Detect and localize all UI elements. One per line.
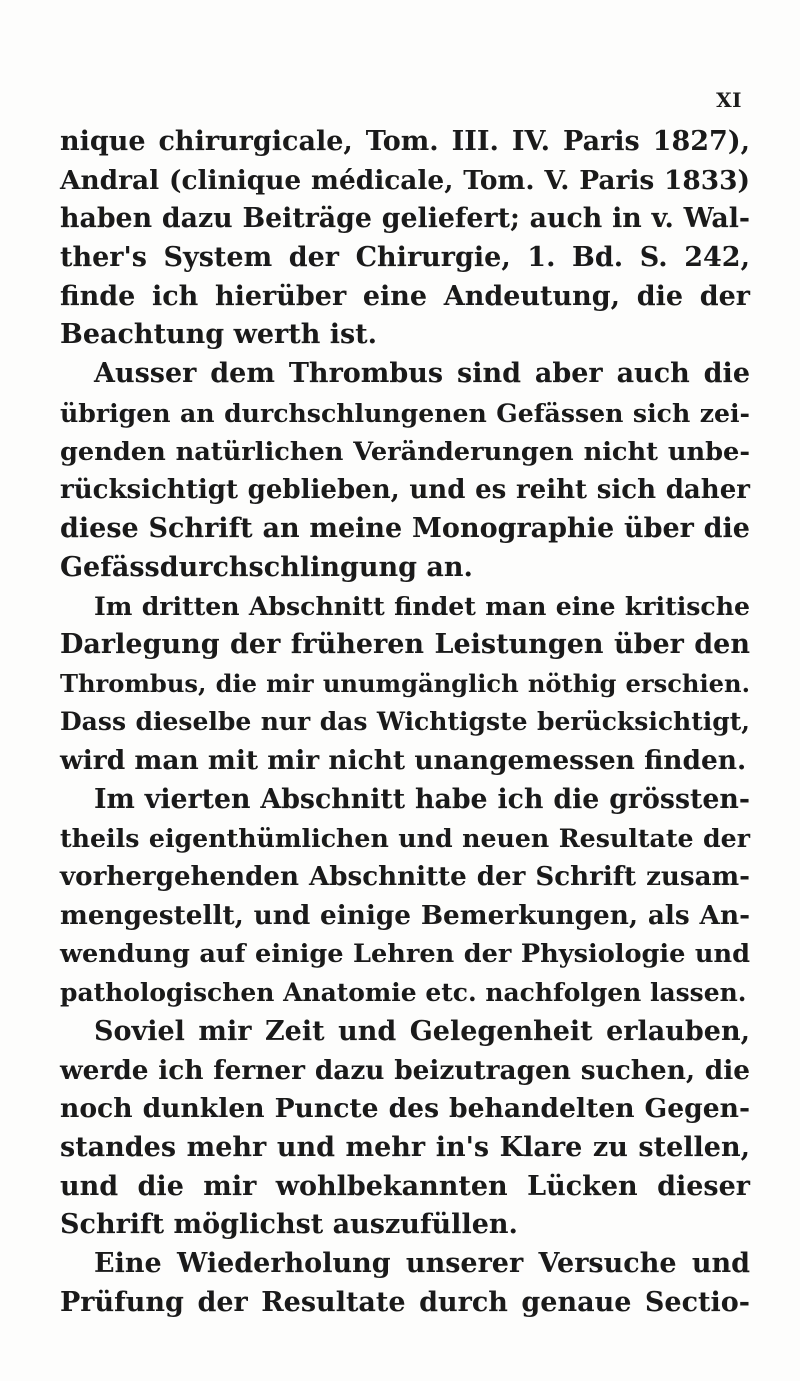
- text-line: haben dazu Beiträge geliefert; auch in v. Wal-: [60, 203, 750, 235]
- text-line: pathologischen Anatomie etc. nachfolgen lassen.: [60, 978, 747, 1008]
- page-number: XI: [716, 88, 742, 112]
- text-line: Andral (clinique médicale, Tom. V. Paris 1833): [60, 164, 750, 196]
- text-line: Schrift möglichst auszufüllen.: [60, 1209, 518, 1241]
- text-line: und die mir wohlbekannten Lücken dieser: [60, 1170, 750, 1202]
- paragraph-first-line: Soviel mir Zeit und Gelegenheit erlauben,: [94, 1015, 750, 1047]
- body-text: [60, 123, 750, 1322]
- text-line: wird man mit mir nicht unangemessen finden.: [60, 745, 747, 776]
- paragraph-first-line: Ausser dem Thrombus sind aber auch die: [94, 358, 750, 390]
- text-line: mengestellt, und einige Bemerkungen, als An-: [60, 899, 750, 931]
- text-line: Prüfung der Resultate durch genaue Sectio-: [60, 1286, 750, 1318]
- text-line: Gefässdurchschlingung an.: [60, 551, 473, 583]
- text-line: Dass dieselbe nur das Wichtigste berücksichtigt,: [60, 707, 750, 737]
- text-line: theils eigenthümlichen und neuen Resultate der: [60, 823, 750, 854]
- text-line: vorhergehenden Abschnitte der Schrift zusam-: [60, 861, 750, 893]
- text-line: genden natürlichen Veränderungen nicht unbe-: [60, 436, 750, 467]
- text-line: diese Schrift an meine Monographie über die: [60, 512, 750, 544]
- paragraph-first-line: Im vierten Abschnitt habe ich die grössten-: [94, 783, 750, 815]
- text-line: übrigen an durchschlungenen Gefässen sich zei-: [60, 397, 750, 428]
- text-line: rücksichtigt geblieben, und es reiht sich daher: [60, 475, 750, 506]
- text-line: werde ich ferner dazu beizutragen suchen, die: [60, 1054, 750, 1086]
- text-line: noch dunklen Puncte des behandelten Gegen-: [60, 1093, 750, 1125]
- paragraph-first-line: Eine Wiederholung unserer Versuche und: [94, 1247, 750, 1279]
- text-line: Beachtung werth ist.: [60, 319, 378, 351]
- text-line: Thrombus, die mir unumgänglich nöthig erschien.: [60, 668, 750, 698]
- text-line: wendung auf einige Lehren der Physiologie und: [60, 939, 750, 970]
- text-line: ther's System der Chirurgie, 1. Bd. S. 242,: [60, 242, 750, 274]
- text-line: finde ich hierüber eine Andeutung, die der: [60, 280, 750, 312]
- text-line: standes mehr und mehr in's Klare zu stellen,: [60, 1131, 750, 1163]
- paragraph-first-line: Im dritten Abschnitt findet man eine kritische: [94, 591, 750, 622]
- text-line: nique chirurgicale, Tom. III. IV. Paris 1827),: [60, 126, 750, 157]
- text-line: Darlegung der früheren Leistungen über den: [60, 628, 750, 660]
